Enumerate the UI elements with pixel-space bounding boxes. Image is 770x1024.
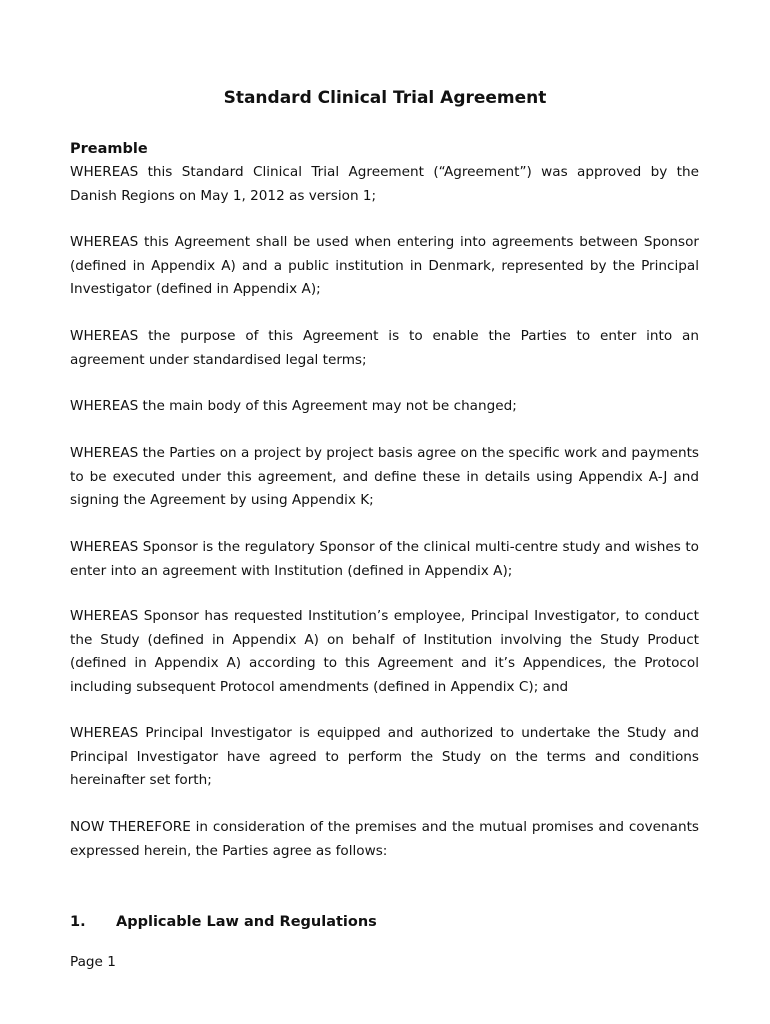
section-number: 1. xyxy=(70,914,86,930)
page-number-footer: Page 1 xyxy=(70,954,116,970)
whereas-paragraph-usage: WHEREAS this Agreement shall be used when entering into agreements between Sponsor (defined in Appendix A) and a public institution in Denmark, represented by the Principal Investigator (defined in Appendix A); xyxy=(70,234,699,298)
preamble-heading: Preamble xyxy=(70,141,148,157)
document-title: Standard Clinical Trial Agreement xyxy=(223,88,547,108)
now-therefore-paragraph: NOW THEREFORE in consideration of the premises and the mutual promises and covenants expressed herein, the Parties agree as follows: xyxy=(70,819,699,859)
section-heading xyxy=(70,911,377,933)
whereas-paragraph-sponsor: WHEREAS Sponsor is the regulatory Sponsor of the clinical multi-centre study and wishes to enter into an agreement with Institution (defined in Appendix A); xyxy=(70,539,699,579)
whereas-paragraph-approval: WHEREAS this Standard Clinical Trial Agreement (“Agreement”) was approved by the Danish Regions on May 1, 2012 as version 1; xyxy=(70,164,699,204)
whereas-paragraph-investigator: WHEREAS Principal Investigator is equipped and authorized to undertake the Study and Principal Investigator have agreed to perform the Study on the terms and conditions hereinafter set forth; xyxy=(70,725,699,789)
whereas-paragraph-parties: WHEREAS the Parties on a project by project basis agree on the specific work and payments to be executed under this agreement, and define these in details using Appendix A-J and signing the Agreement by using Appendix K; xyxy=(70,445,699,509)
whereas-paragraph-main-body: WHEREAS the main body of this Agreement may not be changed; xyxy=(70,398,517,414)
whereas-paragraph-purpose: WHEREAS the purpose of this Agreement is to enable the Parties to enter into an agreement under standardised legal terms; xyxy=(70,328,699,368)
section-title: Applicable Law and Regulations xyxy=(116,914,377,930)
whereas-paragraph-request: WHEREAS Sponsor has requested Institution’s employee, Principal Investigator, to conduct the Study (defined in Appendix A) on behalf of Institution involving the Study Product (defined in Appendix A) according to this Agreement and it’s Appendices, the Protocol including subsequent Protocol amendments (defined in Appendix C); and xyxy=(70,608,699,695)
